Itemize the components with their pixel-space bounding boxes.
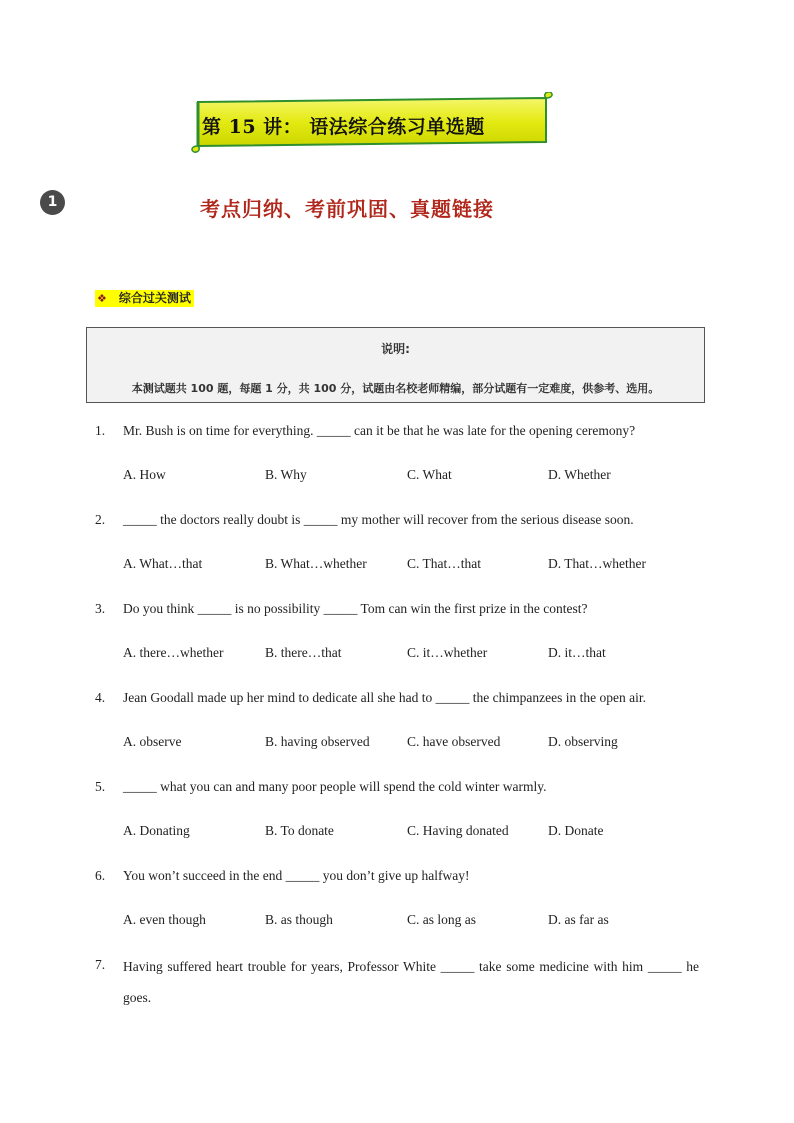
option-a[interactable]: A. What…that [123, 556, 203, 571]
question-number: 4. [95, 690, 106, 705]
question-number: 5. [95, 779, 106, 794]
question-number: 7. [95, 957, 106, 972]
option-c[interactable]: C. have observed [407, 734, 501, 749]
option-b[interactable]: B. there…that [265, 645, 342, 660]
section-heading: 考点归纳、考前巩固、真题链接 [200, 197, 494, 221]
option-c[interactable]: C. What [407, 467, 452, 482]
question-text: Mr. Bush is on time for everything. _____ can it be that he was late for the opening ceremony? [123, 423, 636, 438]
option-d[interactable]: D. Donate [548, 823, 604, 838]
option-c[interactable]: C. as long as [407, 912, 476, 927]
question-options [95, 823, 705, 841]
question-text: _____ what you can and many poor people will spend the cold winter warmly. [123, 779, 547, 794]
question-number: 6. [95, 868, 106, 883]
page-title: 第 15 讲： 语法综合练习单选题 [202, 116, 485, 138]
section-number-badge: 1 [40, 190, 65, 215]
diamond-bullet-icon: ❖ [97, 292, 107, 305]
option-d[interactable]: D. Whether [548, 467, 611, 482]
question-text: Having suffered heart trouble for years, Professor White _____ take some medicine with him _____ he goes. [123, 959, 699, 1005]
option-c[interactable]: C. That…that [407, 556, 481, 571]
option-c[interactable]: C. it…whether [407, 645, 488, 660]
question-options [95, 734, 705, 752]
question-options [95, 467, 705, 485]
option-d[interactable]: D. observing [548, 734, 618, 749]
question-options [95, 912, 705, 930]
instructions-title: 说明: [381, 342, 410, 356]
instructions-box [86, 327, 705, 403]
option-a[interactable]: A. Donating [123, 823, 190, 838]
option-d[interactable]: D. it…that [548, 645, 606, 660]
option-a[interactable]: A. even though [123, 912, 206, 927]
option-a[interactable]: A. observe [123, 734, 182, 749]
option-a[interactable]: A. there…whether [123, 645, 224, 660]
option-b[interactable]: B. having observed [265, 734, 370, 749]
option-b[interactable]: B. To donate [265, 823, 334, 838]
option-b[interactable]: B. as though [265, 912, 333, 927]
instructions-text: 本测试题共 100 题，每题 1 分，共 100 分，试题由名校老师精编，部分试题有一定难度，供参考、选用。 [131, 382, 660, 395]
question-text: Do you think _____ is no possibility _____ Tom can win the first prize in the contest? [123, 601, 588, 616]
sub-heading-label: 综合过关测试 [118, 291, 191, 305]
question-number: 3. [95, 601, 106, 616]
sub-heading [95, 290, 194, 307]
option-c[interactable]: C. Having donated [407, 823, 509, 838]
question-text: _____ the doctors really doubt is _____ my mother will recover from the serious disease soon. [123, 512, 634, 527]
question-number: 1. [95, 423, 106, 438]
option-a[interactable]: A. How [123, 467, 166, 482]
question-number: 2. [95, 512, 106, 527]
question-options [95, 556, 705, 574]
question-text: Jean Goodall made up her mind to dedicate all she had to _____ the chimpanzees in the open air. [123, 690, 646, 705]
title-banner [188, 92, 556, 154]
question-text: You won’t succeed in the end _____ you don’t give up halfway! [123, 868, 470, 883]
option-d[interactable]: D. as far as [548, 912, 609, 927]
option-b[interactable]: B. Why [265, 467, 307, 482]
option-d[interactable]: D. That…whether [548, 556, 646, 571]
question-options [95, 645, 705, 663]
option-b[interactable]: B. What…whether [265, 556, 367, 571]
